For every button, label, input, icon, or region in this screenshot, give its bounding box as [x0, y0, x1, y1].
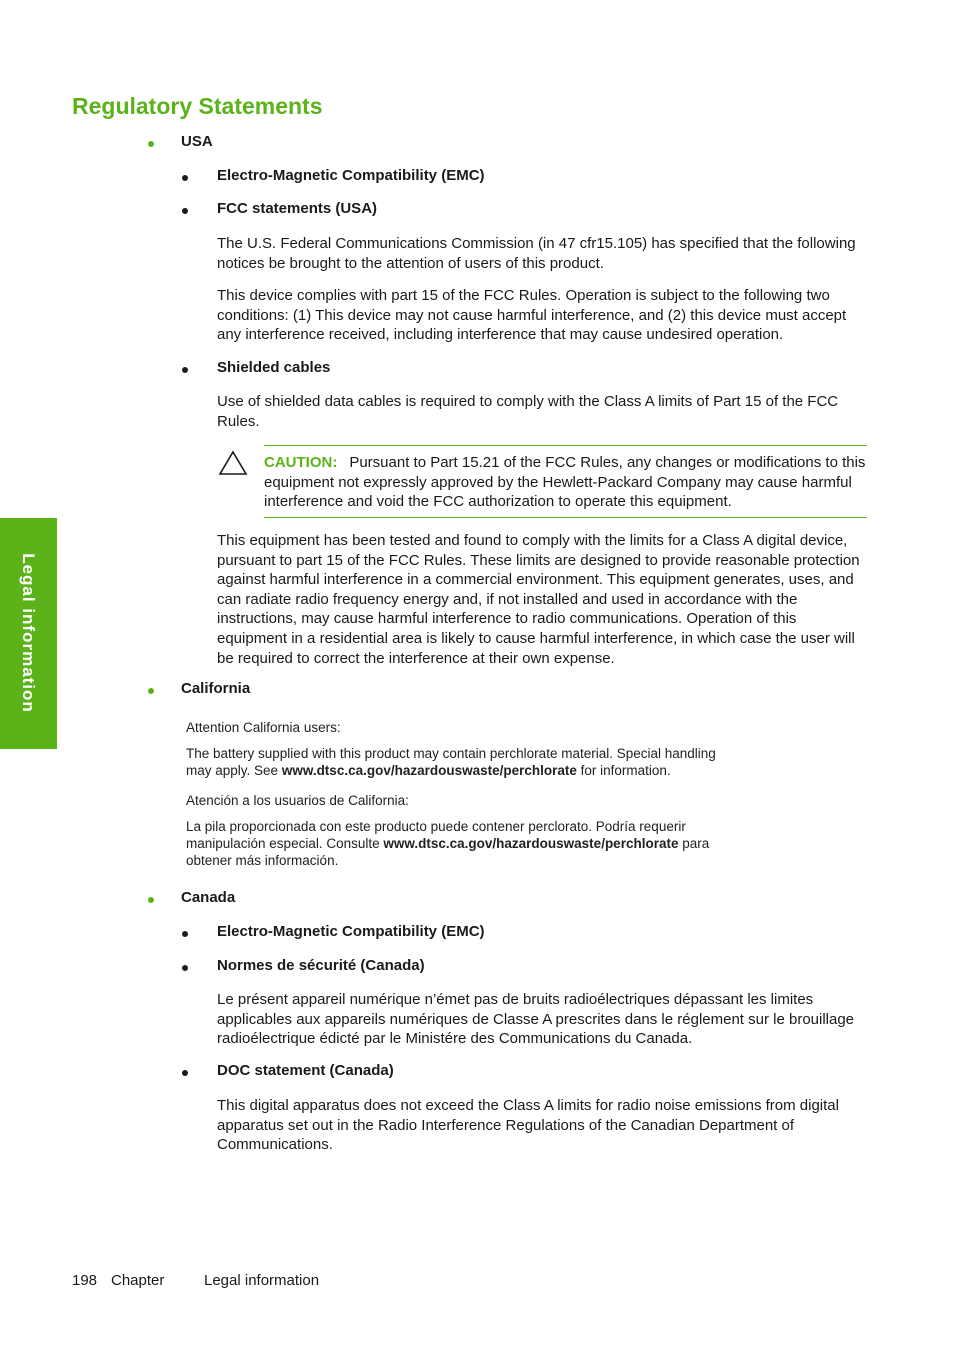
california-notice-es-line3: obtener más información. [186, 853, 339, 868]
heading-canada: Canada [181, 889, 236, 906]
footer-chapter-label: Chapter [111, 1272, 165, 1289]
caution-note [264, 453, 870, 512]
bullet-emc-usa [182, 175, 188, 181]
class-a-paragraph: This equipment has been tested and found to comply with the limits for a Class A digital device, pursuant to part 15 of the FCC Rules. These limits are designed to provide reasonable protection against harmful interference in a commercial environment. This equipment generates, uses, and can radiate radio frequency energy and, if not installed and used in accordance with the instructions, may cause harmful interference to radio communications. Operation of this equipment in a residential area is likely to cause harmful interference, in which case the user will be required to correct the interference at their own expense. [217, 532, 860, 667]
heading-shielded-cables: Shielded cables [217, 359, 331, 376]
california-attention-en: Attention California users: [186, 720, 341, 735]
california-es-text: manipulación especial. Consulte [186, 836, 384, 851]
shielded-paragraph: Use of shielded data cables is required to comply with the Class A limits of Part 15 of the FCC Rules. [217, 393, 839, 430]
side-tab [0, 518, 57, 749]
dtsc-link-es[interactable]: www.dtsc.ca.gov/hazardouswaste/perchlorate [383, 836, 679, 851]
bullet-doc [182, 1070, 188, 1076]
bullet-shielded [182, 367, 188, 373]
heading-emc-canada: Electro-Magnetic Compatibility (EMC) [217, 923, 485, 940]
california-notice-en-line2 [186, 762, 671, 779]
heading-normes: Normes de sécurité (Canada) [217, 957, 425, 974]
warning-triangle-icon [218, 450, 248, 476]
california-attention-es: Atención a los usuarios de California: [186, 793, 409, 808]
dtsc-link-en[interactable]: www.dtsc.ca.gov/hazardouswaste/perchlorate [281, 763, 577, 778]
caution-top-rule [264, 445, 867, 446]
california-es-text-end: para [678, 836, 710, 851]
heading-usa: USA [181, 133, 213, 150]
normes-paragraph: Le présent appareil numérique n’émet pas de bruits radioélectriques dépassant les limites applicables aux appareils numériques de Classe A prescrites dans le réglement sur le brouillage radioélectrique édicté par le Ministére des Communications du Canada. [217, 991, 855, 1048]
california-notice-es-line2 [186, 835, 709, 852]
caution-bottom-rule [264, 517, 867, 518]
bullet-normes [182, 965, 188, 971]
page-number: 198 [72, 1272, 98, 1289]
doc-paragraph: This digital apparatus does not exceed the Class A limits for radio noise emissions from digital apparatus set out in the Radio Interference Regulations of the Canadian Department of Communications. [217, 1097, 839, 1154]
heading-doc-statement: DOC statement (Canada) [217, 1062, 394, 1079]
page-title: Regulatory Statements [72, 93, 323, 119]
caution-text: Pursuant to Part 15.21 of the FCC Rules, any changes or modifications to this equipment not expressly approved by the Hewlett-Packard Company may cause harmful interference and void the FCC authorization to operate this equipment. [264, 454, 866, 511]
footer-section: Legal information [204, 1272, 320, 1289]
side-tab-label: Legal information [19, 553, 38, 713]
california-en-text-end: for information. [576, 763, 671, 778]
bullet-california [148, 688, 154, 694]
california-en-text: may apply. See [186, 763, 282, 778]
fcc-paragraph-1: The U.S. Federal Communications Commission (in 47 cfr15.105) has specified that the following notices be brought to the attention of users of this product. [217, 235, 856, 272]
bullet-usa [148, 141, 154, 147]
bullet-canada [148, 897, 154, 903]
fcc-paragraph-2: This device complies with part 15 of the FCC Rules. Operation is subject to the following two conditions: (1) This device may not cause harmful interference, and (2) this device must accept any interference received, including interference that may cause undesired operation. [217, 287, 847, 344]
bullet-fcc [182, 208, 188, 214]
heading-fcc: FCC statements (USA) [217, 200, 378, 217]
caution-label: CAUTION: [264, 454, 338, 471]
bullet-emc-canada [182, 931, 188, 937]
california-notice-es-line1: La pila proporcionada con este producto puede contener perclorato. Podría requerir [186, 819, 686, 834]
heading-california: California [181, 680, 251, 697]
california-notice-en-line1: The battery supplied with this product may contain perchlorate material. Special handling [186, 746, 716, 761]
heading-emc-usa: Electro-Magnetic Compatibility (EMC) [217, 167, 485, 184]
